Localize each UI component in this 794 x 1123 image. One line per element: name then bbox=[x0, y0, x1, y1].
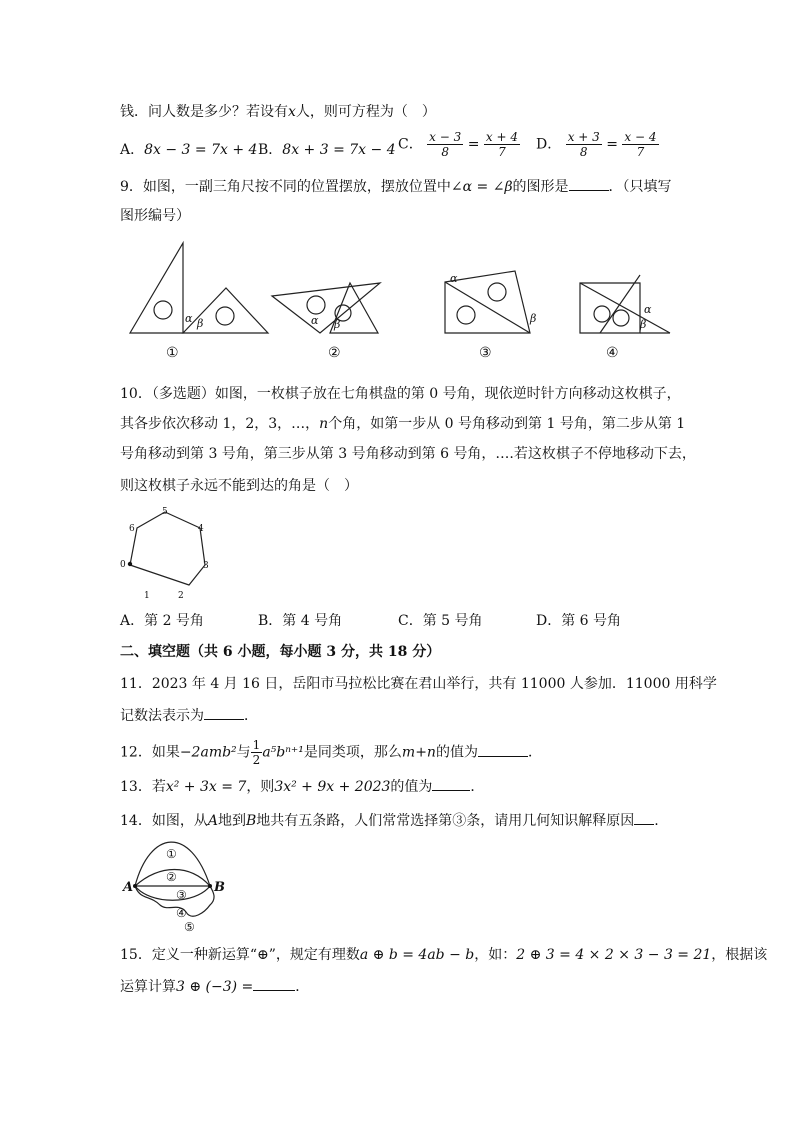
vertex-label-5: 5 bbox=[162, 507, 168, 517]
beta-label: β bbox=[334, 318, 341, 331]
numerator: 1 bbox=[252, 738, 261, 752]
q15-line2 bbox=[120, 976, 309, 997]
alpha-label: α bbox=[644, 303, 652, 316]
q12-term2: a⁵bⁿ⁺¹ bbox=[262, 744, 304, 761]
option-equation: 8x − 3 = 7x + 4 bbox=[144, 142, 258, 158]
q9-math: ∠α = ∠β bbox=[450, 179, 513, 195]
q15-text-d: 运算计算 bbox=[120, 979, 176, 995]
section-heading: 二、填空题（共 6 小题，每小题 3 分，共 18 分） bbox=[120, 644, 441, 660]
q14-text-b: 地到 bbox=[217, 813, 246, 829]
q11-end: ． bbox=[244, 708, 258, 724]
path-label-3: ③ bbox=[176, 888, 187, 902]
q14-end: . bbox=[654, 813, 659, 829]
q10-line1: 10．（多选题）如图，一枚棋子放在七角棋盘的第 0 号角，现依逆时针方向移动这枚棋子， bbox=[120, 386, 681, 402]
numerator: x + 4 bbox=[485, 130, 518, 144]
path-label-5: ⑤ bbox=[184, 920, 195, 934]
beta-label: β bbox=[640, 318, 647, 331]
q8-stem-end: 人，则可方程为（ ） bbox=[295, 104, 436, 120]
path-label-1: ① bbox=[166, 847, 177, 861]
q15-text: 15．定义一种新运算“⊕”，规定有理数 bbox=[120, 947, 360, 963]
path-label-2: ② bbox=[166, 870, 177, 884]
q13-end: ． bbox=[470, 779, 485, 795]
q12-text-c: 是同类项，那么 bbox=[303, 744, 402, 761]
q10-text-b: 个角，如第一步从 0 号角移动到第 1 号角，第二步从第 1 bbox=[328, 416, 686, 432]
denominator: 2 bbox=[252, 753, 261, 767]
option-label: B． bbox=[258, 613, 283, 629]
denominator: 8 bbox=[441, 145, 450, 159]
alpha-label: α bbox=[185, 312, 193, 325]
q13-condition: x² + 3x = 7 bbox=[165, 779, 247, 795]
option-label: A． bbox=[120, 142, 145, 158]
q10-line4: 则这枚棋子永远不能到达的角是（ ） bbox=[120, 478, 358, 494]
q8-option-c: C． $\frac{x - 3}{8}$ = $\frac{x + 4}{7}$ bbox=[398, 130, 518, 159]
q15-example: 2 ⊕ 3 = 4 × 2 × 3 − 3 = 21 bbox=[516, 947, 712, 963]
alpha-label: α bbox=[450, 272, 458, 285]
option-text: 第 4 号角 bbox=[282, 613, 343, 629]
beta-label: β bbox=[530, 312, 537, 325]
q9-line2: 图形编号） bbox=[120, 208, 190, 224]
path-label-4: ④ bbox=[176, 906, 187, 920]
q12-text: 12．如果 bbox=[120, 744, 180, 761]
vertex-label-3: 3 bbox=[203, 561, 209, 571]
option-label: D． bbox=[536, 613, 562, 629]
q13-expr: 3x² + 9x + 2023 bbox=[274, 779, 391, 795]
point-a-label: A bbox=[123, 880, 134, 895]
q8-var: x bbox=[288, 104, 296, 120]
q10-line3: 号角移动到第 3 号角，第三步从第 3 号角移动到第 6 号角，….若这枚棋子不停地移动下去， bbox=[120, 446, 696, 462]
vertex-label-6: 6 bbox=[129, 524, 135, 534]
q14-text: 14．如图，从 bbox=[120, 813, 208, 829]
option-text: 第 6 号角 bbox=[561, 613, 622, 629]
q11-line1: 11．2023 年 4 月 16 日，岳阳市马拉松比赛在君山举行，共有 11000 人参加．11000 用科学 bbox=[120, 676, 717, 692]
denominator: 7 bbox=[498, 145, 506, 159]
alpha-label: α bbox=[311, 314, 319, 327]
beta-label: β bbox=[197, 317, 204, 330]
figure-label: ④ bbox=[606, 345, 619, 361]
option-equation: 8x + 3 = 7x − 4 bbox=[282, 142, 396, 158]
option-text: 第 5 号角 bbox=[422, 613, 483, 629]
q15-end: ． bbox=[295, 979, 310, 995]
option-text: 第 2 号角 bbox=[144, 613, 204, 629]
q12-text-d: 的值为 bbox=[435, 744, 478, 761]
q9-text-b: 的图形是 bbox=[512, 179, 569, 195]
answer-blank bbox=[253, 976, 295, 991]
q9-text-c: ．（只填写 bbox=[608, 179, 672, 195]
q8-option-d: D． $\frac{x + 3}{8}$ = $\frac{x - 4}{7}$ bbox=[536, 130, 657, 159]
vertex-label-4: 4 bbox=[198, 524, 204, 534]
q9-text: 9．如图，一副三角尺按不同的位置摆放，摆放位置中 bbox=[120, 179, 451, 195]
option-label: C． bbox=[398, 136, 423, 153]
option-label: C． bbox=[398, 613, 423, 629]
vertex-label-2: 2 bbox=[178, 591, 184, 601]
q15-expr: 3 ⊕ (−3) = bbox=[176, 979, 254, 995]
q15-line1 bbox=[120, 945, 767, 965]
q10-text: 其各步依次移动 1，2，3，…， bbox=[120, 416, 320, 432]
figure-label: ② bbox=[328, 345, 341, 361]
q13-text-b: ，则 bbox=[246, 779, 275, 795]
q14-text-c: 地共有五条路，人们常常选择第③条，请用几何知识解释原因 bbox=[256, 813, 635, 829]
q12-expr: m+n bbox=[401, 744, 436, 761]
option-label: B． bbox=[258, 142, 283, 158]
q11-text: 记数法表示为 bbox=[120, 708, 204, 724]
q14-point-a: A bbox=[207, 813, 218, 829]
q13-text-c: 的值为 bbox=[390, 779, 433, 795]
q15-text-b: ，如： bbox=[474, 947, 517, 963]
q12-term1: −2amb² bbox=[179, 744, 237, 761]
denominator: 7 bbox=[636, 145, 645, 159]
q8-stem-text: 钱．问人数是多少？若设有 bbox=[120, 104, 288, 120]
q12-end: ． bbox=[527, 744, 542, 761]
numerator: x − 4 bbox=[624, 130, 657, 144]
q12-text-b: 与 bbox=[236, 744, 251, 761]
vertex-label-0: 0 bbox=[120, 560, 126, 570]
denominator: 8 bbox=[579, 145, 588, 159]
vertex-label-1: 1 bbox=[144, 591, 150, 601]
q15-definition: a ⊕ b = 4ab − b bbox=[359, 947, 475, 963]
path-5 bbox=[135, 886, 214, 916]
numerator: x − 3 bbox=[429, 130, 462, 144]
option-label: D． bbox=[536, 136, 562, 153]
q10-var: n bbox=[319, 416, 329, 432]
q13-text: 13．若 bbox=[120, 779, 166, 795]
numerator: x + 3 bbox=[567, 130, 600, 144]
option-label: A． bbox=[120, 613, 145, 629]
q15-text-c: ，根据该 bbox=[711, 947, 768, 963]
point-b-label: B bbox=[214, 880, 225, 895]
path-4 bbox=[135, 886, 210, 900]
figure-label: ③ bbox=[479, 345, 492, 361]
figure-label: ① bbox=[166, 345, 179, 361]
q14-point-b: B bbox=[245, 813, 257, 829]
